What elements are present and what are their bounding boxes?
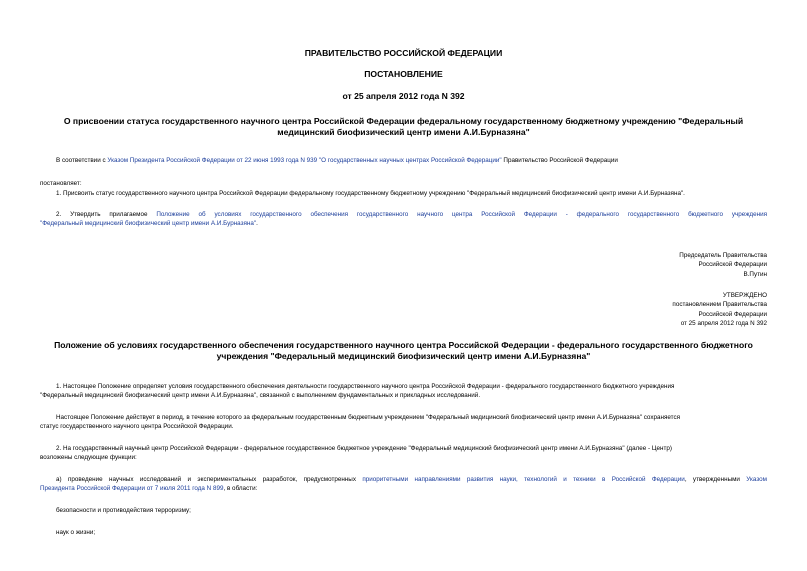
item-2-prefix: 2. Утвердить прилагаемое bbox=[56, 211, 157, 218]
signature-position: Председатель Правительства bbox=[679, 252, 767, 259]
regulation-p4-prefix: а) проведение научных исследований и экспериментальных разработок, предусмотренных bbox=[56, 476, 363, 483]
science-priorities-link[interactable]: приоритетными направлениями развития науки, технологий и техники в Российской Федерации bbox=[362, 476, 685, 483]
signature-country: Российской Федерации bbox=[698, 261, 767, 269]
regulation-title bbox=[40, 340, 767, 362]
item-1: 1. Присвоить статус государственного научного центра Российской Федерации федеральному государственному бюджетному учреждению "Федеральный медицинский биофизический центр имени А.И.Бурназяна". bbox=[56, 190, 685, 197]
regulation-p6: наук о жизни; bbox=[56, 529, 96, 536]
signature-name: В.Путин bbox=[743, 270, 767, 278]
approved-country: Российской Федерации bbox=[698, 310, 767, 318]
regulation-title-line1: Положение об условиях государственного обеспечения государственного научного центра Российской Федерации - федерального государственного бюджетного bbox=[54, 340, 753, 350]
decree-899-link-cont[interactable]: Президента Российской Федерации от 7 июля 2011 года N 899 bbox=[40, 485, 224, 492]
approved-date: от 25 апреля 2012 года N 392 bbox=[680, 320, 767, 328]
document-type: ПОСТАНОВЛЕНИЕ bbox=[364, 69, 443, 79]
regulation-p1-line2: "Федеральный медицинский биофизический центр имени А.И.Бурназяна", связанной с выполнением фундаментальных и прикладных исследований. bbox=[40, 392, 481, 399]
item-2-line1 bbox=[56, 210, 767, 219]
signature-block bbox=[679, 251, 767, 279]
preamble-prefix: В соответствии с bbox=[56, 157, 108, 164]
regulation-p4-line1 bbox=[56, 475, 767, 484]
approved-label: УТВЕРЖДЕНО bbox=[722, 292, 767, 299]
regulation-link-cont[interactable]: "Федеральный медицинский биофизический центр имени А.И.Бурназяна" bbox=[40, 220, 257, 227]
decree-939-link[interactable]: Указом Президента Российской Федерации от 22 июня 1993 года N 939 "О государственных научных центрах Российской Федерации" bbox=[107, 157, 502, 164]
regulation-p4-mid: , утвержденными bbox=[684, 476, 747, 483]
regulation-link[interactable]: Положение об условиях государственного обеспечения государственного научного центра Российской Федерации - федерального государственного бюджетного учреждения bbox=[156, 211, 767, 218]
regulation-p1-line1: 1. Настоящее Положение определяет условия государственного обеспечения деятельности государственного научного центра Российской Федерации - федерального государственного бюджетного учреждения bbox=[56, 383, 675, 390]
decree-899-link[interactable]: Указом bbox=[746, 476, 767, 483]
regulation-p2-line2: статус государственного научного центра Российской Федерации. bbox=[40, 423, 234, 430]
regulation-p4-line2 bbox=[40, 484, 257, 493]
item-2-line2 bbox=[40, 219, 258, 228]
regulation-p3-line2: возложены следующие функции: bbox=[40, 454, 137, 461]
approved-by: постановлением Правительства bbox=[672, 301, 767, 309]
preamble bbox=[56, 156, 618, 165]
preamble-suffix: Правительство Российской Федерации bbox=[501, 157, 618, 164]
document-title-line1: О присвоении статуса государственного научного центра Российской Федерации федеральному государственному бюджетному учреждению "Федеральный bbox=[63, 116, 744, 126]
document-title bbox=[40, 116, 767, 138]
item-2-end: . bbox=[256, 220, 258, 227]
document-date-number: от 25 апреля 2012 года N 392 bbox=[342, 91, 465, 101]
regulation-p4-suffix: , в области: bbox=[223, 485, 258, 492]
approved-block bbox=[672, 291, 767, 329]
regulation-p2-line1: Настоящее Положение действует в период, в течение которого за федеральным государственным бюджетным учреждением "Федеральный медицинский биофизический центр имени А.И.Бурназяна" сохраняется bbox=[56, 414, 681, 421]
regulation-title-line2: учреждения "Федеральный медицинский биофизический центр имени А.И.Бурназяна" bbox=[216, 351, 591, 361]
government-header: ПРАВИТЕЛЬСТВО РОССИЙСКОЙ ФЕДЕРАЦИИ bbox=[304, 48, 503, 58]
document-title-line2: медицинский биофизический центр имени А.И.Бурназяна" bbox=[277, 127, 530, 137]
regulation-p3-line1: 2. На государственный научный центр Российской Федерации - федеральное государственное бюджетное учреждение "Федеральный медицинский биофизический центр имени А.И.Бурназяна" (далее - Центр) bbox=[56, 445, 672, 452]
decides-label: постановляет: bbox=[40, 180, 82, 187]
regulation-p5: безопасности и противодействия терроризму; bbox=[56, 507, 191, 514]
